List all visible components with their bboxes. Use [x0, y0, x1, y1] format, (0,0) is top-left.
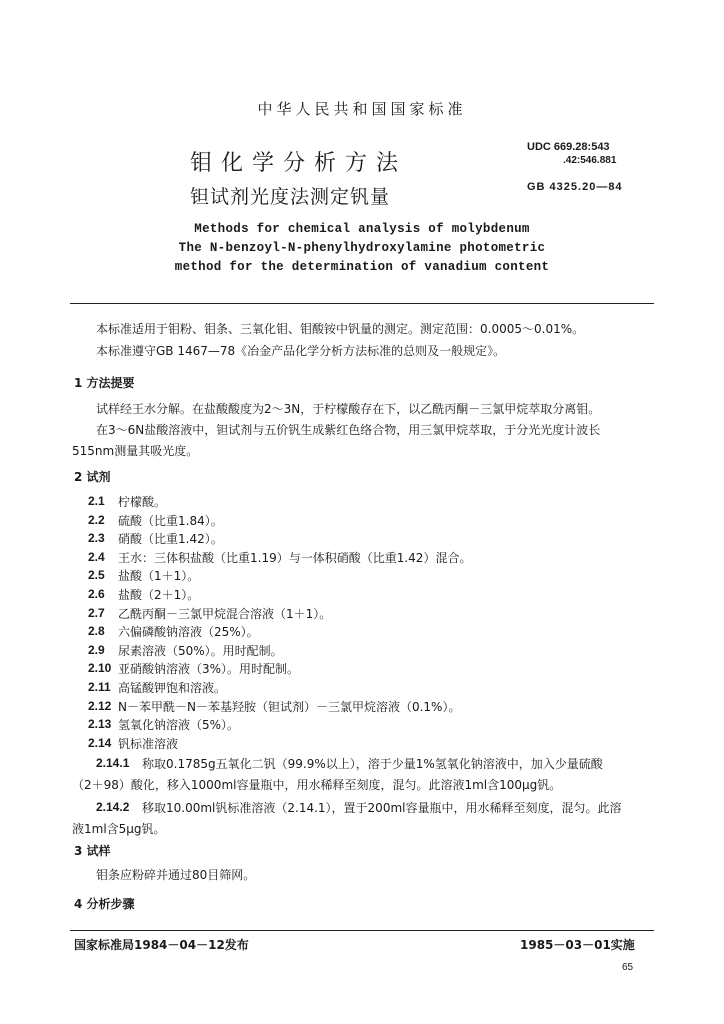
header-rule	[70, 303, 654, 304]
section-heading: 1 方法提要	[74, 376, 135, 390]
item-number: 2.1	[88, 494, 105, 508]
item-number: 2.6	[88, 587, 105, 601]
item-number: 2.14.1	[96, 756, 130, 770]
section-text-line: 试样经王水分解。在盐酸酸度为2～3N，于柠檬酸存在下，以乙酰丙酮－三氯甲烷萃取分离钼。	[96, 402, 601, 416]
section-heading: 4 分析步骤	[74, 897, 135, 911]
item-text: 氢氧化钠溶液（5%）。	[118, 718, 240, 732]
section-heading: 2 试剂	[74, 470, 111, 484]
effective-date: 1985－03－01实施	[520, 938, 635, 952]
item-text: 高锰酸钾饱和溶液。	[118, 681, 227, 695]
item-text: 王水：三体积盐酸（比重1.19）与一体积硝酸（比重1.42）混合。	[118, 551, 472, 565]
item-number: 2.5	[88, 568, 105, 582]
item-number: 2.3	[88, 531, 105, 545]
item-number: 2.10	[88, 661, 112, 675]
gb-standard-number: GB 4325.20—84	[527, 181, 623, 193]
english-title-line: The N-benzoyl-N-phenylhydroxylamine photometric	[178, 241, 546, 255]
item-text: 钒标准溶液	[118, 737, 179, 751]
item-number: 2.9	[88, 643, 105, 657]
item-text: 乙酰丙酮－三氯甲烷混合溶液（1＋1）。	[118, 607, 332, 621]
item-text: （2＋98）酸化，移入1000ml容量瓶中，用水稀释至刻度，混匀。此溶液1ml含100μg钒。	[72, 778, 562, 792]
item-number: 2.4	[88, 550, 105, 564]
item-number: 2.11	[88, 680, 111, 694]
item-text: 盐酸（2＋1）。	[118, 588, 200, 602]
udc-code-line2: .42:546.881	[563, 155, 617, 166]
item-text: 移取10.00ml钒标准溶液（2.14.1），置于200ml容量瓶中，用水稀释至刻度，混匀。此溶	[142, 801, 622, 815]
item-text: 硫酸（比重1.84）。	[118, 514, 223, 528]
item-number: 2.13	[88, 717, 112, 731]
item-number: 2.8	[88, 624, 105, 638]
item-text: 六偏磷酸钠溶液（25%）。	[118, 625, 259, 639]
item-text: 称取0.1785g五氧化二钒（99.9%以上），溶于少量1%氢氧化钠溶液中，加入少量硫酸	[142, 757, 603, 771]
section-text-line: 在3～6N盐酸溶液中，钽试剂与五价钒生成紫红色络合物，用三氯甲烷萃取，于分光光度计波长	[96, 423, 601, 437]
item-number: 2.12	[88, 699, 112, 713]
item-text: 亚硝酸钠溶液（3%）。用时配制。	[118, 662, 300, 676]
page-number: 65	[622, 962, 634, 973]
national-standard-label: 中华人民共和国国家标准	[257, 100, 467, 118]
item-text: 盐酸（1＋1）。	[118, 569, 200, 583]
item-text: 柠檬酸。	[118, 495, 167, 509]
item-text: 尿素溶液（50%）。用时配制。	[118, 644, 283, 658]
issue-date: 国家标准局1984－04－12发布	[74, 938, 249, 952]
footer-rule	[70, 930, 654, 931]
section-text-line: 钼条应粉碎并通过80目筛网。	[96, 868, 256, 882]
item-number: 2.14	[88, 736, 112, 750]
document-title-main: 钼化学分析方法	[190, 151, 408, 176]
english-title-line: Methods for chemical analysis of molybdenum	[194, 222, 530, 236]
intro-compliance: 本标准遵守GB 1467—78《冶金产品化学分析方法标准的总则及一般规定》。	[96, 344, 506, 358]
item-text: N－苯甲酰－N－苯基羟胺（钽试剂）－三氯甲烷溶液（0.1%）。	[118, 700, 461, 714]
udc-code-line1: UDC 669.28:543	[527, 141, 610, 153]
section-heading: 3 试样	[74, 844, 111, 858]
document-title-sub: 钽试剂光度法测定钒量	[190, 186, 391, 208]
item-number: 2.2	[88, 513, 105, 527]
item-number: 2.14.2	[96, 800, 130, 814]
item-text: 液1ml含5μg钒。	[72, 822, 166, 836]
item-number: 2.7	[88, 606, 105, 620]
section-text-line: 515nm测量其吸光度。	[72, 444, 199, 458]
english-title-line: method for the determination of vanadium content	[174, 260, 550, 274]
intro-scope: 本标准适用于钼粉、钼条、三氧化钼、钼酸铵中钒量的测定。测定范围：0.0005～0.01%。	[96, 322, 585, 336]
item-text: 硝酸（比重1.42）。	[118, 532, 223, 546]
